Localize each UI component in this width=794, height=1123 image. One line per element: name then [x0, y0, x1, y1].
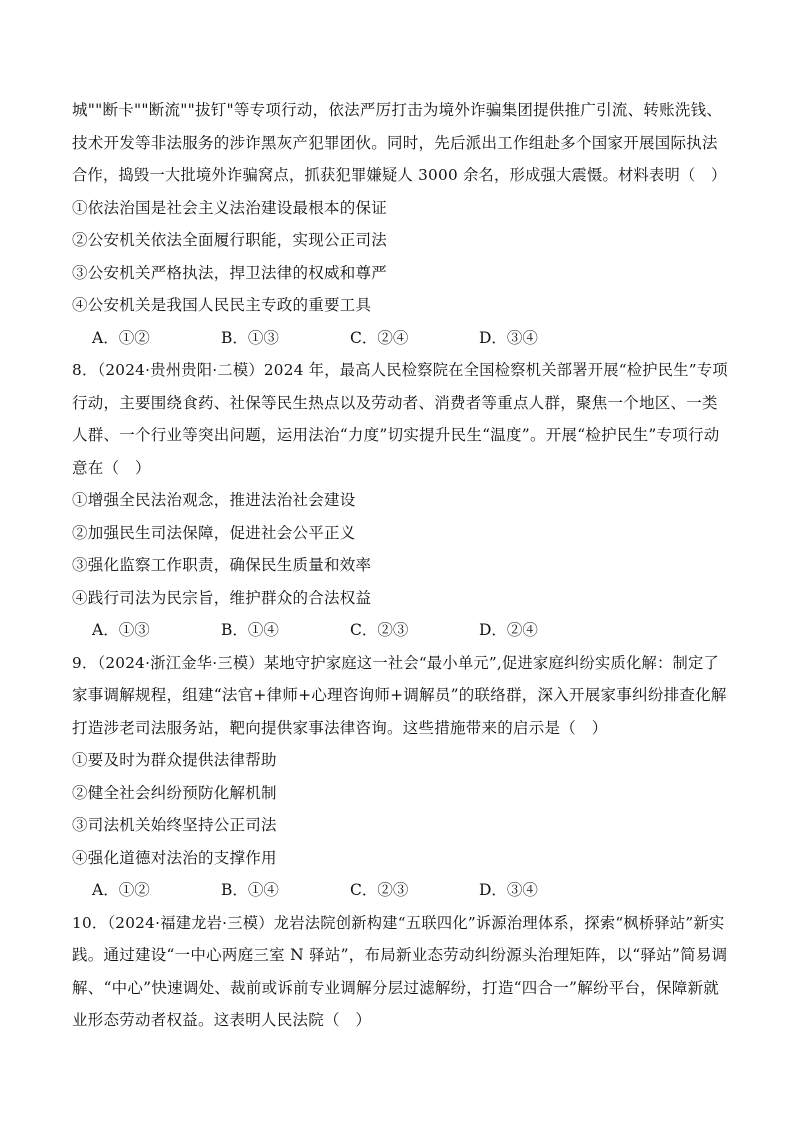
option-d: D．③④: [479, 881, 538, 899]
option-d: D．③④: [479, 328, 538, 347]
question-text-line: 打造涉老司法服务站，靶向提供家事法律咨询。这些措施带来的启示是（ ）: [72, 718, 608, 737]
statement-3: ③强化监察工作职责，确保民生质量和效率: [72, 556, 372, 574]
answer-options: [72, 874, 728, 907]
question-text-line: 践。通过建设“一中心两庭三室 N 驿站”，布局新业态劳动纠纷源头治理矩阵，以“驿站”简易调: [72, 946, 728, 964]
question-text-line: 意在（ ）: [72, 458, 151, 477]
option-a: A．①②: [92, 328, 150, 347]
option-d: D．②④: [479, 621, 538, 639]
statement-3: ③司法机关始终坚持公正司法: [72, 816, 277, 834]
statement-4: ④践行司法为民宗旨，维护群众的合法权益: [72, 588, 372, 607]
statement-3: ③公安机关严格执法，捍卫法律的权威和尊严: [72, 263, 388, 282]
option-b: B．①④: [221, 881, 279, 899]
statement-1: ①要及时为群众提供法律帮助: [72, 751, 277, 769]
statement-1: ①依法治国是社会主义法治建设最根本的保证: [72, 198, 388, 217]
option-a: A．①③: [92, 621, 150, 639]
question-text-line: 家事调解规程，组建“法官+律师+心理咨询师+调解员”的联络群，深入开展家事纠纷排查化解: [72, 686, 727, 704]
question-10: [72, 907, 728, 1037]
question-text-line: 人群、一个行业等突出问题，运用法治“力度”切实提升民生“温度”。开展“检护民生”专项行动: [72, 426, 720, 444]
question-text-line: 解、“中心”快速调处、裁前或诉前专业调解分层过滤解纷，打造“四合一”解纷平台，保障新就: [72, 978, 719, 997]
question-text-line: 业形态劳动者权益。这表明人民法院（ ）: [72, 1011, 372, 1029]
question-7-continued: [72, 94, 728, 354]
question-8: [72, 354, 728, 647]
statement-4: ④强化道德对法治的支撑作用: [72, 848, 277, 867]
question-text-line: 8．（2024·贵州贵阳·二模）2024 年，最高人民检察院在全国检察机关部署开展“检护民生”专项: [72, 361, 728, 379]
option-b: B．①④: [221, 621, 279, 639]
answer-options: [72, 614, 728, 647]
statement-1: ①增强全民法治观念，推进法治社会建设: [72, 491, 356, 509]
option-b: B．①③: [221, 328, 279, 347]
question-text-line: 合作，捣毁一大批境外诈骗窝点，抓获犯罪嫌疑人 3000 余名，形成强大震慑。材料表明（ ）: [72, 166, 727, 184]
question-9: [72, 647, 728, 907]
statement-2: ②加强民生司法保障，促进社会公平正义: [72, 523, 356, 542]
question-text-line: 行动，主要围绕食药、社保等民生热点以及劳动者、消费者等重点人群，聚焦一个地区、一类: [72, 393, 718, 412]
statement-2: ②公安机关依法全面履行职能，实现公正司法: [72, 231, 388, 249]
answer-options: [72, 322, 728, 355]
page-content: [72, 94, 728, 1037]
statement-2: ②健全社会纠纷预防化解机制: [72, 783, 277, 802]
statement-4: ④公安机关是我国人民民主专政的重要工具: [72, 296, 372, 314]
option-c: C．②③: [350, 881, 409, 899]
option-c: C．②③: [350, 621, 409, 639]
option-a: A．①②: [92, 881, 150, 899]
question-text-line: 9．（2024·浙江金华·三模）某地守护家庭这一社会“最小单元”,促进家庭纠纷实质化解：制定了: [72, 653, 720, 672]
question-text-line: 城""断卡""断流""拔钉"等专项行动，依法严厉打击为境外诈骗集团提供推广引流、转账洗钱、: [72, 101, 723, 119]
option-c: C．②④: [350, 328, 409, 347]
question-text-line: 技术开发等非法服务的涉诈黑灰产犯罪团伙。同时，先后派出工作组赴多个国家开展国际执法: [72, 133, 718, 152]
question-text-line: 10．（2024·福建龙岩·三模）龙岩法院创新构建“五联四化”诉源治理体系，探索“枫桥驿站”新实: [72, 913, 725, 932]
